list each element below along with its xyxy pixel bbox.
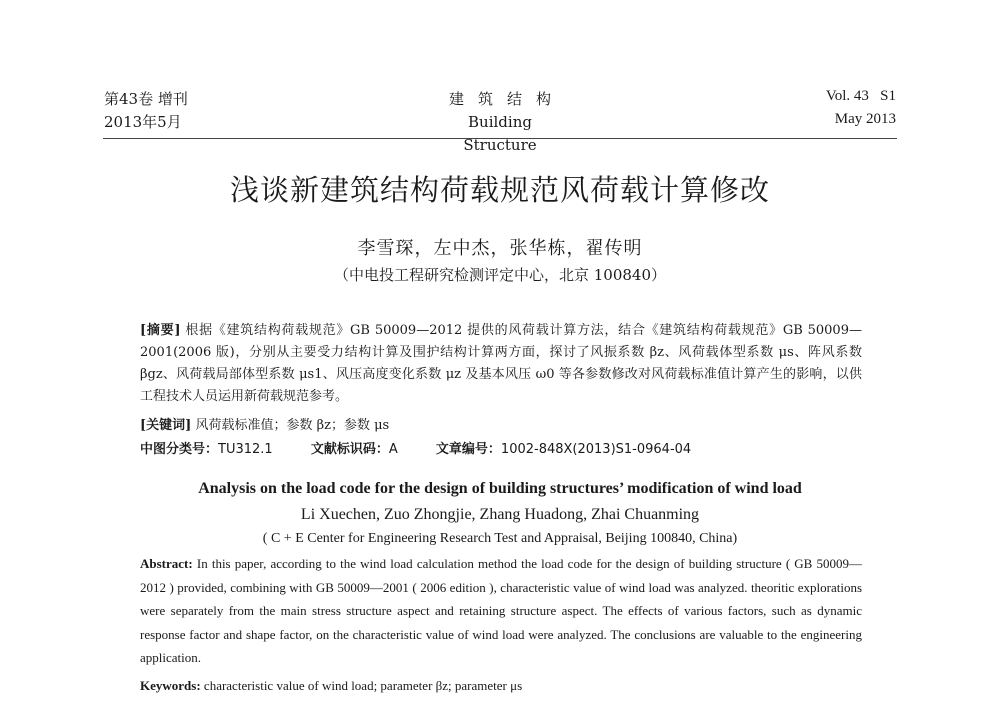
clc-label: 中图分类号： [140, 442, 219, 457]
authors-cn: 李雪琛，左中杰，张华栋，翟传明 [357, 238, 643, 259]
abstract-label-cn: [摘要] [140, 323, 181, 338]
journal-header-center [430, 88, 570, 157]
classification-line [140, 438, 862, 457]
keywords-text-cn: 风荷载标准值；参数 βz；参数 μs [195, 418, 390, 433]
article-number [436, 442, 691, 457]
volume-cn: 第43卷 增刊 [104, 90, 188, 108]
journal-header-right [826, 85, 896, 131]
keywords-text-en: characteristic value of wind load; parameter βz; parameter μs [203, 678, 523, 693]
abstract-en [140, 552, 862, 670]
clc-value: TU312.1 [218, 442, 273, 457]
paper-title-cn: 浅谈新建筑结构荷载规范风荷载计算修改 [229, 173, 770, 207]
authors-en: Li Xuechen, Zuo Zhongjie, Zhang Huadong, Zhai Chuanming [300, 506, 700, 523]
date-cn: 2013年5月 [104, 113, 182, 131]
keywords-label-cn: [关键词] [140, 418, 192, 433]
affiliation-en: ( C + E Center for Engineering Research Test and Appraisal, Beijing 100840, China) [262, 531, 738, 546]
abstract-cn [140, 320, 862, 408]
doc-value: A [388, 442, 398, 457]
doc-label: 文献标识码： [310, 442, 389, 457]
clc-number [140, 442, 273, 457]
abstract-text-cn: 根据《建筑结构荷载规范》GB 50009—2012 提供的风荷载计算方法，结合《建筑结构荷载规范》GB 50009—2001(2006 版)，分别从主要受力结构计算及围护结构计算两方面，探讨了风振系数 βz、风荷载体型系数 μs、阵风系数 βgz、风荷载局部体型系数 μs1、风压高度变化系数 μz 及基本风压 ω0 等各参数修改对风荷载标准值计算产生的影响，以供工程技术人员运用新荷载规范参考。 [140, 323, 862, 404]
header-divider [103, 138, 897, 139]
volume-en: Vol. 43 S1 [825, 88, 896, 104]
keywords-label-en: Keywords: [140, 678, 201, 693]
document-code [311, 442, 398, 457]
abstract-text-en: In this paper, according to the wind load calculation method the load code for the design of building structure ( GB 50009—2012 ) provided, combining with GB 50009—2001 ( 2006 edition ), characteristic value of wind load was analyzed. theoritic explorations were separately from the main stress structure aspect and retaining structure aspect. The effects of various factors, such as dynamic response factor and shape factor, on the characteristic value of wind load were analyzed. The conclusions are valuable to the engineering application. [140, 556, 862, 665]
article-label: 文章编号： [435, 442, 501, 457]
journal-name-en: Building Structure [463, 113, 537, 154]
date-en: May 2013 [834, 111, 896, 127]
article-value: 1002-848X(2013)S1-0964-04 [500, 442, 692, 457]
paper-title-en: Analysis on the load code for the design of building structures’ modification of wind load [198, 480, 802, 497]
affiliation-cn: （中电投工程研究检测评定中心，北京 100840） [333, 266, 667, 284]
keywords-en [140, 678, 862, 694]
journal-name-cn: 建筑结构 [448, 90, 565, 108]
abstract-label-en: Abstract: [140, 556, 193, 571]
journal-header-left [104, 88, 188, 134]
keywords-cn [140, 414, 862, 433]
